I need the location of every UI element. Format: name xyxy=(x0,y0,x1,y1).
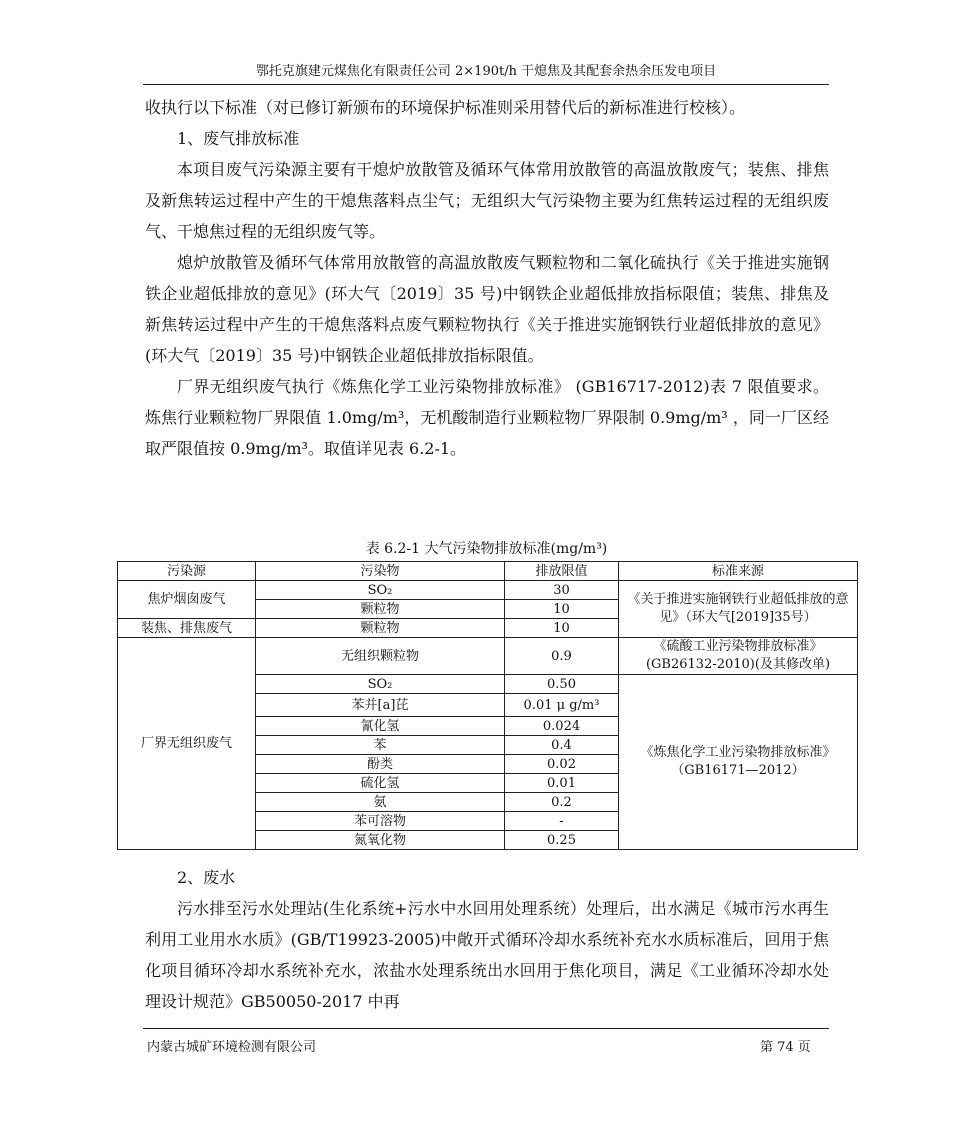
table-header-row xyxy=(118,562,858,581)
pollutant-cell: 颗粒物 xyxy=(256,600,505,619)
source-cell: 焦炉烟囱废气 xyxy=(118,581,256,619)
pollutant-cell: 硫化氢 xyxy=(256,774,505,793)
page-number: 第 74 页 xyxy=(760,1040,811,1055)
limit-cell: 0.9 xyxy=(505,638,619,675)
paragraph-fugitive-limits: 厂界无组织废气执行《炼焦化学工业污染物排放标准》 (GB16717-2012)表 7 限值要求。炼焦行业颗粒物厂界限值 1.0mg/m³，无机酸制造行业颗粒物厂界限制 0.9mg/m³ ，同一厂区经取严限值按 0.9mg/m³。取值详见表 6.2-1。 xyxy=(145,377,829,458)
body-text xyxy=(145,92,829,464)
pollutant-cell: 苯并[a]芘 xyxy=(256,694,505,717)
pollutant-cell: 苯可溶物 xyxy=(256,812,505,831)
paragraph-intro: 收执行以下标准（对已修订新颁布的环境保护标准则采用替代后的新标准进行校核）。 xyxy=(145,98,746,117)
pollutant-cell: 氰化氢 xyxy=(256,717,505,736)
limit-cell: 0.02 xyxy=(505,755,619,774)
pollutant-cell: 氨 xyxy=(256,793,505,812)
pollutant-cell: 氮氧化物 xyxy=(256,831,505,850)
column-header: 污染源 xyxy=(118,562,256,581)
paragraph-wastewater: 污水排至污水处理站(生化系统+污水中水回用处理系统）处理后，出水满足《城市污水再生利用工业用水水质》(GB/T19923-2005)中敞开式循环冷却水系统补充水水质标准后，回用于焦化项目循环冷却水系统补充水，浓盐水处理系统出水回用于焦化项目，满足《工业循环冷却水处理设计规范》GB50050-2017 中再 xyxy=(145,899,829,1011)
limit-cell: 30 xyxy=(505,581,619,600)
limit-cell: 0.01 xyxy=(505,774,619,793)
limit-cell: 0.25 xyxy=(505,831,619,850)
limit-cell: 10 xyxy=(505,600,619,619)
pollutant-cell: 苯 xyxy=(256,736,505,755)
pollutant-cell: 无组织颗粒物 xyxy=(256,638,505,675)
source-cell: 装焦、排焦废气 xyxy=(118,619,256,638)
footer-company: 内蒙古城矿环境检测有限公司 xyxy=(147,1040,317,1055)
table-row xyxy=(118,638,858,675)
limit-cell: 0.01 μ g/m³ xyxy=(505,694,619,717)
standard-cell: 《关于推进实施钢铁行业超低排放的意见》（环大气[2019]35号） xyxy=(619,581,858,638)
heading-exhaust-standard: 1、废气排放标准 xyxy=(177,129,300,148)
limit-cell: 0.024 xyxy=(505,717,619,736)
paragraph-exhaust-sources: 本项目废气污染源主要有干熄炉放散管及循环气体常用放散管的高温放散废气；装焦、排焦及新焦转运过程中产生的干熄焦落料点尘气；无组织大气污染物主要为红焦转运过程的无组织废气、干熄焦过程的无组织废气等。 xyxy=(145,160,829,241)
standard-cell: 《硫酸工业污染物排放标准》(GB26132-2010)(及其修改单) xyxy=(619,638,858,675)
limit-cell: - xyxy=(505,812,619,831)
section-wastewater xyxy=(145,862,829,1017)
limit-cell: 0.2 xyxy=(505,793,619,812)
limit-cell: 10 xyxy=(505,619,619,638)
source-cell: 厂界无组织废气 xyxy=(118,638,256,850)
pollutant-cell: SO₂ xyxy=(256,581,505,600)
paragraph-exhaust-limits: 熄炉放散管及循环气体常用放散管的高温放散废气颗粒物和二氧化硫执行《关于推进实施钢铁企业超低排放的意见》(环大气〔2019〕35 号)中钢铁企业超低排放指标限值；装焦、排焦及新焦转运过程中产生的干熄焦落料点废气颗粒物执行《关于推进实施钢铁行业超低排放的意见》(环大气〔2019〕35 号)中钢铁企业超低排放指标限值。 xyxy=(145,253,829,365)
column-header: 标准来源 xyxy=(619,562,858,581)
pollutant-cell: 颗粒物 xyxy=(256,619,505,638)
pollutant-cell: 酚类 xyxy=(256,755,505,774)
footer-rule xyxy=(143,1028,829,1029)
column-header: 排放限值 xyxy=(505,562,619,581)
column-header: 污染物 xyxy=(256,562,505,581)
heading-wastewater: 2、废水 xyxy=(177,868,236,887)
limit-cell: 0.4 xyxy=(505,736,619,755)
limit-cell: 0.50 xyxy=(505,675,619,694)
standard-cell: 《炼焦化学工业污染物排放标准》（GB16171—2012） xyxy=(619,675,858,850)
table-caption: 表 6.2-1 大气污染物排放标准(mg/m³) xyxy=(365,541,608,557)
pollutant-cell: SO₂ xyxy=(256,675,505,694)
table-row xyxy=(118,581,858,600)
header-rule xyxy=(143,84,829,85)
document-header: 鄂托克旗建元煤焦化有限责任公司 2×190t/h 干熄焦及其配套余热余压发电项目 xyxy=(255,64,717,79)
emission-standards-table xyxy=(117,561,858,850)
